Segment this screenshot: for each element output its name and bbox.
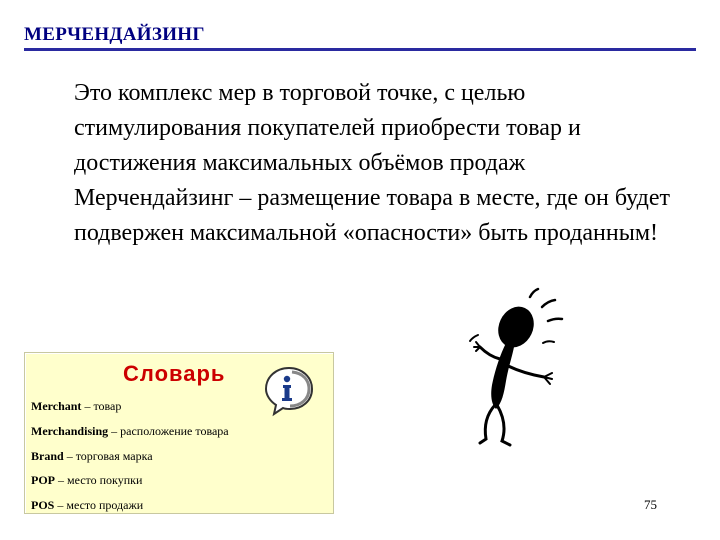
- dictionary-term: [31, 449, 153, 463]
- dictionary-term: [31, 473, 142, 487]
- term-word: Brand: [31, 449, 64, 463]
- term-definition: – торговая марка: [63, 449, 153, 463]
- slide-title: МЕРЧЕНДАЙЗИНГ: [24, 22, 696, 51]
- term-definition: – расположение товара: [108, 424, 229, 438]
- dictionary-term: [31, 399, 121, 413]
- term-definition: – товар: [81, 399, 122, 413]
- definition-paragraph: Это комплекс мер в торговой точке, с целью стимулирования покупателей приобрести товар и достижения максимальных объёмов продаж: [74, 80, 581, 176]
- term-word: Merchandising: [31, 424, 109, 438]
- dictionary-term: [31, 424, 229, 438]
- dictionary-heading: Словарь: [123, 361, 226, 386]
- page-number: 75: [644, 497, 657, 512]
- merchandising-paragraph: Мерчендайзинг – размещение товара в месте, где он будет подвержен максимальной «опасности» быть проданным!: [74, 185, 671, 246]
- dancing-figure-illustration: [440, 285, 570, 455]
- info-icon: [262, 364, 316, 418]
- term-word: POS: [31, 498, 55, 512]
- term-word: Merchant: [31, 399, 82, 413]
- term-definition: – место покупки: [55, 473, 143, 487]
- dictionary-term: [31, 498, 143, 512]
- term-definition: – место продажи: [54, 498, 144, 512]
- term-word: POP: [31, 473, 55, 487]
